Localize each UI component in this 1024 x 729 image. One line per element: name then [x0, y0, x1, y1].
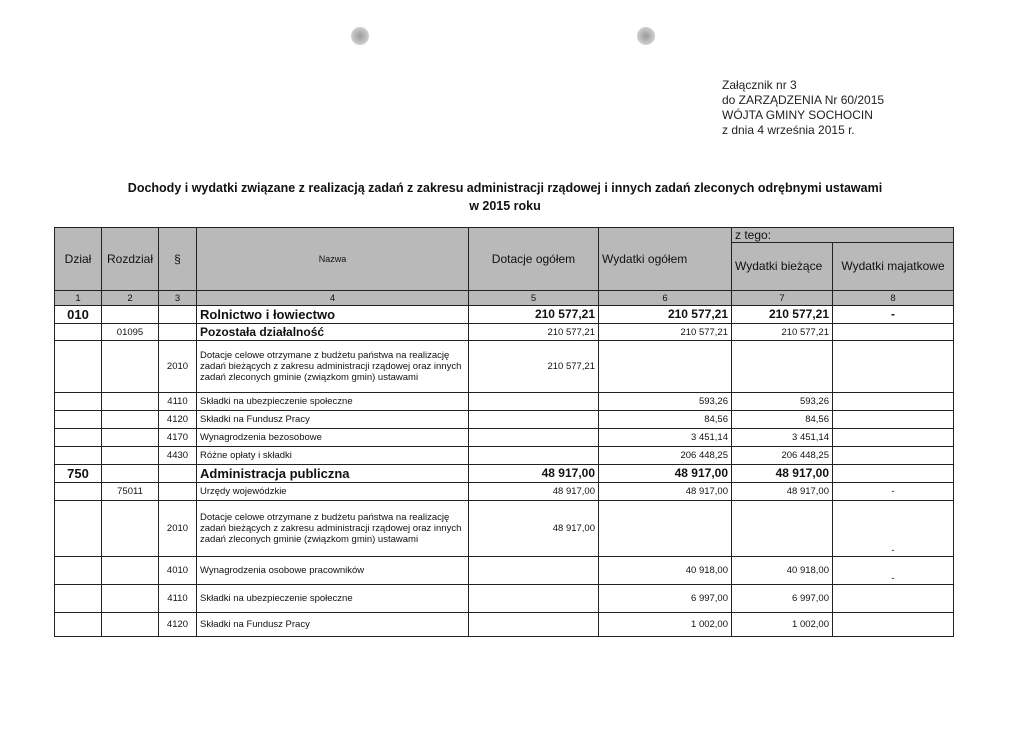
- cell-dzial: 010: [55, 306, 102, 324]
- cell-dzial: [55, 393, 102, 411]
- document-subtitle: w 2015 roku: [469, 199, 541, 213]
- table-row: [55, 393, 954, 411]
- cell-biezace: 210 577,21: [732, 306, 833, 324]
- cell-majatkowe: [833, 465, 954, 483]
- cell-paragraf: 4120: [159, 613, 197, 637]
- cell-rozdzial: [102, 306, 159, 324]
- cell-majatkowe: [833, 585, 954, 613]
- cell-dotacje: 48 917,00: [469, 501, 599, 557]
- cell-majatkowe: [833, 429, 954, 447]
- cell-dotacje: 48 917,00: [469, 465, 599, 483]
- cell-rozdzial: [102, 465, 159, 483]
- cell-biezace: 48 917,00: [732, 483, 833, 501]
- table-row: [55, 429, 954, 447]
- header-majatkowe: Wydatki majatkowe: [833, 243, 954, 291]
- column-number: 7: [732, 291, 833, 306]
- budget-table: [54, 227, 954, 637]
- cell-majatkowe: [833, 341, 954, 393]
- table-row: [55, 411, 954, 429]
- cell-biezace: 593,26: [732, 393, 833, 411]
- header-z-tego: z tego:: [732, 228, 954, 243]
- cell-nazwa: Składki na Fundusz Pracy: [197, 613, 469, 637]
- cell-nazwa: Wynagrodzenia bezosobowe: [197, 429, 469, 447]
- cell-nazwa: Składki na Fundusz Pracy: [197, 411, 469, 429]
- cell-nazwa: Różne opłaty i składki: [197, 447, 469, 465]
- cell-paragraf: 4120: [159, 411, 197, 429]
- cell-majatkowe: [833, 411, 954, 429]
- table-row: [55, 613, 954, 637]
- cell-nazwa: Administracja publiczna: [197, 465, 469, 483]
- cell-biezace: 48 917,00: [732, 465, 833, 483]
- cell-dotacje: [469, 447, 599, 465]
- cell-wydatki: 6 997,00: [599, 585, 732, 613]
- header-rozdzial: Rozdział: [102, 228, 159, 291]
- cell-majatkowe: -: [833, 557, 954, 585]
- cell-dotacje: [469, 613, 599, 637]
- cell-dotacje: [469, 393, 599, 411]
- cell-wydatki: 40 918,00: [599, 557, 732, 585]
- cell-paragraf: 4110: [159, 393, 197, 411]
- cell-paragraf: 4110: [159, 585, 197, 613]
- attachment-line: Załącznik nr 3: [722, 78, 797, 92]
- cell-dzial: [55, 429, 102, 447]
- cell-dzial: [55, 411, 102, 429]
- cell-wydatki: [599, 341, 732, 393]
- cell-dzial: [55, 585, 102, 613]
- cell-rozdzial: 01095: [102, 324, 159, 341]
- cell-wydatki: 48 917,00: [599, 465, 732, 483]
- cell-majatkowe: -: [833, 306, 954, 324]
- cell-paragraf: 4170: [159, 429, 197, 447]
- cell-biezace: 3 451,14: [732, 429, 833, 447]
- attachment-line: WÓJTA GMINY SOCHOCIN: [722, 108, 873, 122]
- cell-wydatki: [599, 501, 732, 557]
- cell-majatkowe: -: [833, 483, 954, 501]
- attachment-note: [722, 78, 884, 138]
- cell-dotacje: 210 577,21: [469, 324, 599, 341]
- table-row: [55, 341, 954, 393]
- cell-rozdzial: [102, 585, 159, 613]
- table-row: [55, 306, 954, 324]
- cell-nazwa: Urzędy wojewódzkie: [197, 483, 469, 501]
- column-number: 6: [599, 291, 732, 306]
- cell-rozdzial: [102, 393, 159, 411]
- cell-biezace: 206 448,25: [732, 447, 833, 465]
- cell-wydatki: 48 917,00: [599, 483, 732, 501]
- cell-nazwa: Dotacje celowe otrzymane z budżetu państwa na realizację zadań bieżących z zakresu administracji rządowej oraz innych zadań zleconych gminie (związkom gmin) ustawami: [197, 341, 469, 393]
- cell-dotacje: 210 577,21: [469, 306, 599, 324]
- cell-dzial: [55, 447, 102, 465]
- cell-wydatki: 84,56: [599, 411, 732, 429]
- cell-wydatki: 3 451,14: [599, 429, 732, 447]
- header-nazwa: Nazwa: [197, 228, 469, 291]
- cell-biezace: [732, 501, 833, 557]
- cell-paragraf: 2010: [159, 341, 197, 393]
- cell-dotacje: 210 577,21: [469, 341, 599, 393]
- table-row: [55, 465, 954, 483]
- cell-dzial: [55, 501, 102, 557]
- cell-rozdzial: [102, 429, 159, 447]
- cell-dzial: [55, 557, 102, 585]
- cell-dzial: [55, 613, 102, 637]
- cell-rozdzial: [102, 411, 159, 429]
- cell-rozdzial: [102, 341, 159, 393]
- cell-nazwa: Wynagrodzenia osobowe pracowników: [197, 557, 469, 585]
- cell-dotacje: [469, 411, 599, 429]
- cell-dotacje: [469, 557, 599, 585]
- header-biezace: Wydatki bieżące: [732, 243, 833, 291]
- cell-paragraf: [159, 483, 197, 501]
- cell-biezace: 210 577,21: [732, 324, 833, 341]
- cell-wydatki: 210 577,21: [599, 306, 732, 324]
- header-dzial: Dział: [55, 228, 102, 291]
- column-number: 5: [469, 291, 599, 306]
- cell-nazwa: Składki na ubezpieczenie społeczne: [197, 585, 469, 613]
- document-title: Dochody i wydatki związane z realizacją zadań z zakresu administracji rządowej i innych zadań zleconych odrębnymi ustawami: [127, 181, 883, 195]
- column-number: 2: [102, 291, 159, 306]
- cell-biezace: [732, 341, 833, 393]
- cell-biezace: 84,56: [732, 411, 833, 429]
- header-paragraf: §: [159, 228, 197, 291]
- cell-nazwa: Pozostała działalność: [197, 324, 469, 341]
- attachment-line: do ZARZĄDZENIA Nr 60/2015: [722, 93, 885, 107]
- cell-majatkowe: [833, 613, 954, 637]
- column-number: 1: [55, 291, 102, 306]
- cell-majatkowe: -: [833, 501, 954, 557]
- table-row: [55, 557, 954, 585]
- cell-nazwa: Dotacje celowe otrzymane z budżetu państwa na realizację zadań bieżących z zakresu administracji rządowej oraz innych zadań zleconych gminie (związkom gmin) ustawami: [197, 501, 469, 557]
- cell-dotacje: 48 917,00: [469, 483, 599, 501]
- cell-dotacje: [469, 429, 599, 447]
- table-row: [55, 501, 954, 557]
- cell-paragraf: 4010: [159, 557, 197, 585]
- cell-dzial: [55, 483, 102, 501]
- cell-paragraf: [159, 306, 197, 324]
- punch-hole: [351, 27, 369, 45]
- cell-wydatki: 210 577,21: [599, 324, 732, 341]
- attachment-line: z dnia 4 września 2015 r.: [722, 123, 855, 137]
- cell-majatkowe: [833, 324, 954, 341]
- column-number-row: [55, 291, 954, 306]
- cell-biezace: 40 918,00: [732, 557, 833, 585]
- cell-dotacje: [469, 585, 599, 613]
- cell-nazwa: Rolnictwo i łowiectwo: [197, 306, 469, 324]
- table-row: [55, 447, 954, 465]
- header-dotacje: Dotacje ogółem: [469, 228, 599, 291]
- column-number: 3: [159, 291, 197, 306]
- table-row: [55, 324, 954, 341]
- cell-rozdzial: 75011: [102, 483, 159, 501]
- cell-dzial: 750: [55, 465, 102, 483]
- cell-wydatki: 593,26: [599, 393, 732, 411]
- cell-wydatki: 1 002,00: [599, 613, 732, 637]
- cell-paragraf: 2010: [159, 501, 197, 557]
- cell-rozdzial: [102, 557, 159, 585]
- table-row: [55, 483, 954, 501]
- cell-biezace: 6 997,00: [732, 585, 833, 613]
- cell-biezace: 1 002,00: [732, 613, 833, 637]
- header-wydatki: Wydatki ogółem: [599, 228, 732, 291]
- cell-paragraf: [159, 465, 197, 483]
- cell-paragraf: [159, 324, 197, 341]
- cell-rozdzial: [102, 447, 159, 465]
- column-number: 8: [833, 291, 954, 306]
- cell-majatkowe: [833, 447, 954, 465]
- cell-rozdzial: [102, 613, 159, 637]
- cell-paragraf: 4430: [159, 447, 197, 465]
- cell-majatkowe: [833, 393, 954, 411]
- cell-wydatki: 206 448,25: [599, 447, 732, 465]
- punch-hole: [637, 27, 655, 45]
- cell-nazwa: Składki na ubezpieczenie społeczne: [197, 393, 469, 411]
- cell-rozdzial: [102, 501, 159, 557]
- cell-dzial: [55, 341, 102, 393]
- cell-dzial: [55, 324, 102, 341]
- column-number: 4: [197, 291, 469, 306]
- table-row: [55, 585, 954, 613]
